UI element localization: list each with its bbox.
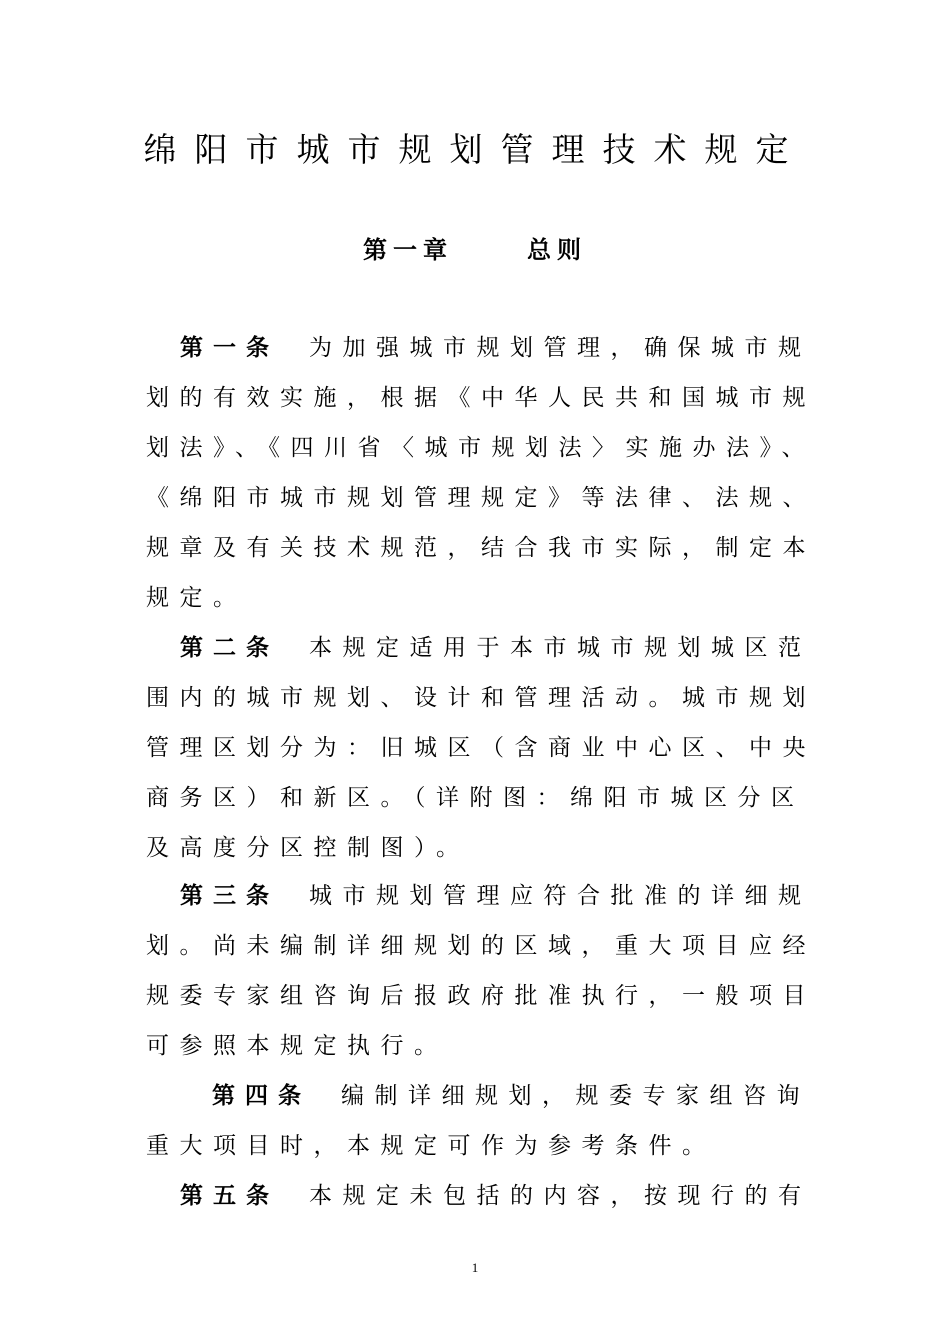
article-3-line-4: 可参照本规定执行。: [146, 1033, 448, 1059]
article-text: 为加强城市规划管理，确保城市规: [309, 335, 812, 361]
article-4-line-2: 重大项目时，本规定可作为参考条件。: [146, 1133, 716, 1159]
article-number: 第三条: [180, 883, 279, 909]
article-1-line-5: 规章及有关技术规范，结合我市实际，制定本: [146, 535, 816, 561]
article-text: 编制详细规划，规委专家组咨询: [341, 1083, 810, 1109]
page-number: 1: [471, 1260, 479, 1275]
document-title: 绵阳市城市规划管理技术规定: [143, 130, 807, 169]
article-2-line-1: [180, 632, 870, 664]
article-4-line-1: [212, 1080, 902, 1112]
article-text: 本规定适用于本市城市规划城区范: [309, 635, 812, 661]
article-1-line-4: 《绵阳市城市规划管理规定》等法律、法规、: [146, 485, 816, 511]
article-3-line-3: 规委专家组咨询后报政府批准执行，一般项目: [146, 983, 816, 1009]
article-5-line-1: [180, 1180, 870, 1212]
article-1-line-1: [180, 332, 870, 364]
article-1-line-2: 划的有效实施，根据《中华人民共和国城市规: [146, 385, 816, 411]
article-3-line-2: 划。尚未编制详细规划的区域，重大项目应经: [146, 933, 816, 959]
article-number: 第四条: [212, 1083, 311, 1109]
article-2-line-3: 管理区划分为：旧城区（含商业中心区、中央: [146, 735, 816, 761]
article-2-line-5: 及高度分区控制图）。: [146, 835, 470, 861]
article-number: 第一条: [180, 335, 279, 361]
article-2-line-4: 商务区）和新区。（详附图：绵阳市城区分区: [146, 785, 805, 811]
article-3-line-1: [180, 880, 870, 912]
article-1-line-6: 规定。: [146, 585, 247, 611]
chapter-number: 第一章: [363, 236, 453, 264]
chapter-name: 总则: [527, 236, 587, 264]
article-2-line-2: 围内的城市规划、设计和管理活动。城市规划: [146, 685, 816, 711]
article-text: 城市规划管理应符合批准的详细规: [309, 883, 812, 909]
article-number: 第五条: [180, 1183, 279, 1209]
article-text: 本规定未包括的内容，按现行的有: [309, 1183, 812, 1209]
article-1-line-3: 划法》、《四川省〈城市规划法〉实施办法》、: [146, 435, 815, 461]
chapter-heading: [0, 232, 950, 268]
article-number: 第二条: [180, 635, 279, 661]
